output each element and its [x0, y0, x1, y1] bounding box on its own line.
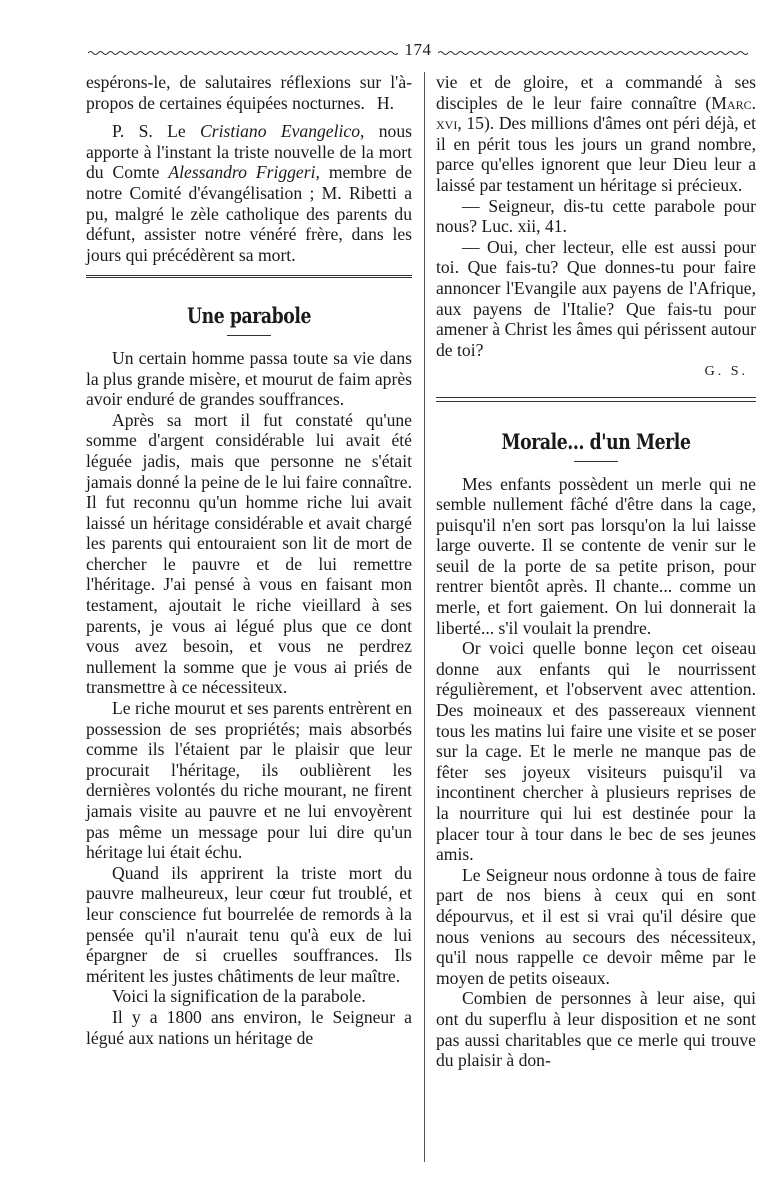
scripture-reference: Marc. xvi, 15	[436, 92, 756, 134]
journal-name: Cristiano Evangelico	[200, 121, 361, 142]
article-paragraph: Or voici quelle bonne leçon cet oiseau donne aux enfants qui le nourrissent régulièrement, et l'observent avec attention. Des moineaux et des passereaux viennent tous les matins lui faire une visite et se poser sur la cage. Et le merle ne manque pas de fêter ses joyeux visiteurs puisqu'il va incontinent chercher à plusieurs reprises de la nourriture qui lui est destinée pour la placer tour à tour dans le bec de ses jeunes amis.	[436, 638, 756, 865]
article-paragraph: Quand ils apprirent la triste mort du pauvre malheureux, leur cœur fut troublé, et leur conscience fut bourrelée de remords à la pensée qu'il n'aurait tenu qu'à eux de lui épargner de si cruelles souffrances. Ils méritent les justes châtiments de leur maître.	[86, 862, 412, 986]
article-signature: G. S.	[704, 364, 748, 380]
article-paragraph: Mes enfants possèdent un merle qui ne semble nullement fâché d'être dans la cage, puisqu'il n'en sort pas lorsqu'on la lui laisse large ouverte. Il se contente de venir sur le seuil de la porte de sa petite prison, pour rentrer bientôt après. Il chante... comme un merle, et fort gaiement. On lui donnerait la liberté... s'il voulait la prendre.	[436, 473, 756, 638]
section-separator	[86, 275, 412, 278]
wavy-rule-left	[88, 50, 398, 56]
left-column	[86, 72, 412, 1048]
column-divider	[424, 72, 425, 1162]
page-header	[88, 40, 748, 64]
article-paragraph: Après sa mort il fut constaté qu'une somme d'argent considérable lui avait été léguée jadis, mais que personne ne s'était jamais donné la peine de le lui faire connaître. Il fut reconnu qu'un homme riche lui avait laissé un héritage considérable et avait chargé les parents qui entouraient son lit de mort de chercher le pauvre et de lui remettre l'héritage. J'ai pensé à vous en faisant mon testament, ajoutait le riche vieillard à ses parents, je vous ai légué plus que ce dont vous avez besoin, et vous ne perdrez nullement la somme que je vous ai priés de transmettre à ce nécessiteux.	[86, 409, 412, 698]
article-paragraph: Le Seigneur nous ordonne à tous de faire part de nos biens à ceux qui en sont dépourvus, et il est si vrai qu'il désire que nous venions au secours des nécessiteux, qu'il nous rappelle ce devoir même par le moyen de petits oiseaux.	[436, 864, 756, 988]
article-title-merle: Morale... d'un Merle	[501, 428, 691, 454]
wavy-rule-right	[438, 50, 748, 56]
section-separator	[436, 397, 756, 398]
question-paragraph: — Seigneur, dis-tu cette parabole pour nous? Luc. xii, 41.	[436, 195, 756, 237]
title-underline	[574, 461, 618, 462]
article-paragraph: Il y a 1800 ans environ, le Seigneur a légué aux nations un héritage de	[86, 1006, 412, 1048]
answer-paragraph: — Oui, cher lecteur, elle est aussi pour toi. Que fais-tu? Que donnes-tu pour faire annoncer l'Evangile aux payens de l'Afrique, aux payens de l'Italie? Que fais-tu pour amener à Christ les âmes qui périssent autour de toi?	[436, 236, 756, 360]
intro-signature: H.	[376, 92, 394, 113]
article-paragraph: Combien de personnes à leur aise, qui ont du superflu à leur disposition et ne sont pas aussi charitables que ce merle qui trouve du plaisir à don-	[436, 988, 756, 1071]
ps-paragraph: P. S. Le Cristiano Evangelico, nous apporte à l'instant la triste nouvelle de la mort du Comte Alessandro Friggeri, membre de notre Comité d'évangélisation ; M. Ribetti a pu, malgré le zèle catholique des parents du défunt, assister notre vénéré frère, dans les jours qui précédèrent sa mort.	[86, 121, 413, 265]
page-number: 174	[404, 40, 432, 59]
intro-paragraph: espérons-le, de salutaires réflexions sur l'à-propos de certaines équipées nocturnes. H.	[86, 72, 412, 113]
article-paragraph: Un certain homme passa toute sa vie dans la plus grande misère, et mourut de faim après avoir enduré de grandes souffrances.	[86, 347, 412, 410]
article-paragraph: Le riche mourut et ses parents entrèrent en possession de ses propriétés; mais absorbés comme ils l'étaient par le plaisir que leur procurait l'héritage, ils oublièrent les dernières volontés du riche mourant, ne firent jamais visite au pauvre et ne lui envoyèrent pas même un message pour lui dire qu'un héritage lui était échu.	[86, 698, 412, 863]
article-title-parabole: Une parabole	[186, 303, 312, 329]
article-paragraph: Voici la signification de la parabole.	[112, 986, 366, 1007]
title-underline	[227, 335, 271, 336]
continuation-paragraph: vie et de gloire, et a commandé à ses disciples de le leur faire connaître (Marc. xvi, 15). Des millions d'âmes ont péri déjà, et il en périt tous les jours un grand nombre, parce qu'elles ignorent que leur Dieu leur a laissé par testament un héritage si précieux.	[436, 72, 757, 195]
right-column	[436, 72, 756, 1071]
person-name: Alessandro Friggeri,	[168, 162, 320, 183]
